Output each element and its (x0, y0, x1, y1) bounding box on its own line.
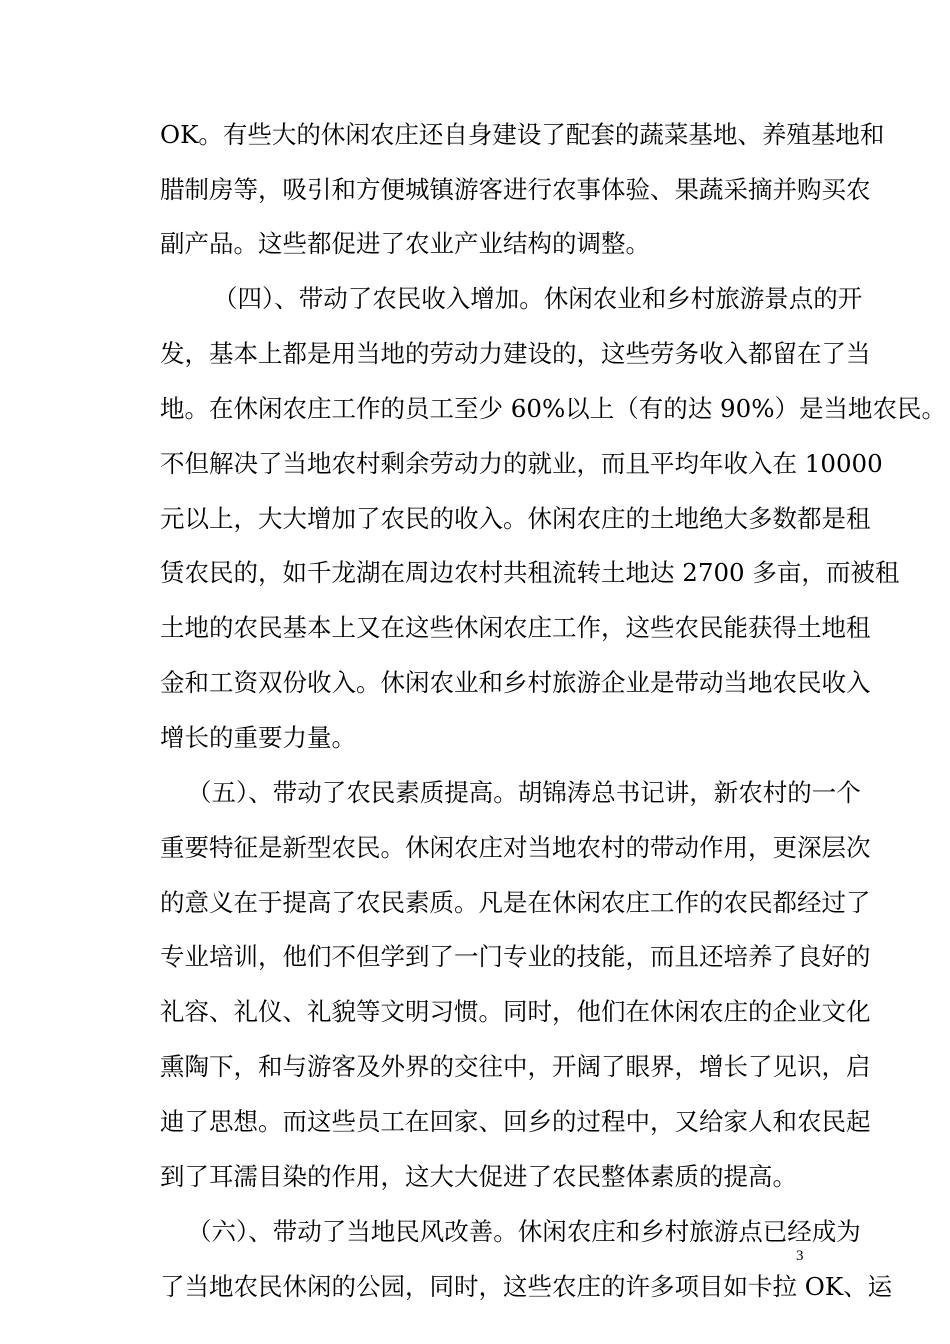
text-line: 发，基本上都是用当地的劳动力建设的，这些劳务收入都留在了当 (160, 339, 871, 368)
text-line: 了当地农民休闲的公园，同时，这些农庄的许多项目如卡拉 OK、运 (160, 1272, 893, 1301)
text-line: 熏陶下，和与游客及外界的交往中，开阔了眼界，增长了见识，启 (160, 1052, 871, 1081)
text-line: 副产品。这些都促进了农业产业结构的调整。 (160, 229, 650, 258)
page-number: 3 (796, 1248, 804, 1264)
text-line: 专业培训，他们不但学到了一门专业的技能，而且还培养了良好的 (160, 942, 871, 971)
text-line: 的意义在于提高了农民素质。凡是在休闲农庄工作的农民都经过了 (160, 888, 871, 917)
text-line: 土地的农民基本上又在这些休闲农庄工作，这些农民能获得土地租 (160, 613, 871, 642)
text-line: 赁农民的，如千龙湖在周边农村共租流转土地达 2700 多亩，而被租 (160, 558, 900, 587)
text-line: 元以上，大大增加了农民的收入。休闲农庄的土地绝大多数都是租 (160, 504, 871, 533)
text-line: 地。在休闲农庄工作的员工至少 60%以上（有的达 90%）是当地农民。 (160, 394, 946, 423)
paragraph-first-line: （六）、带动了当地民风改善。休闲农庄和乡村旅游点已经成为 (187, 1217, 861, 1246)
text-line: 金和工资双份收入。休闲农业和乡村旅游企业是带动当地农民收入 (160, 668, 871, 697)
text-line: 增长的重要力量。 (160, 723, 356, 752)
paragraph-first-line: （五）、带动了农民素质提高。胡锦涛总书记讲，新农村的一个 (187, 778, 861, 807)
text-line: 不但解决了当地农村剩余劳动力的就业，而且平均年收入在 10000 (160, 449, 883, 478)
text-line: 重要特征是新型农民。休闲农庄对当地农村的带动作用，更深层次 (160, 833, 871, 862)
text-line: 到了耳濡目染的作用，这大大促进了农民整体素质的提高。 (160, 1162, 797, 1191)
text-line: OK。有些大的休闲农庄还自身建设了配套的蔬菜基地、养殖基地和 (160, 120, 885, 149)
text-line: 迪了思想。而这些员工在回家、回乡的过程中，又给家人和农民起 (160, 1107, 871, 1136)
text-line: 腊制房等，吸引和方便城镇游客进行农事体验、果蔬采摘并购买农 (160, 175, 871, 204)
paragraph-first-line: （四）、带动了农民收入增加。休闲农业和乡村旅游景点的开 (213, 284, 863, 313)
text-line: 礼容、礼仪、礼貌等文明习惯。同时，他们在休闲农庄的企业文化 (160, 997, 871, 1026)
